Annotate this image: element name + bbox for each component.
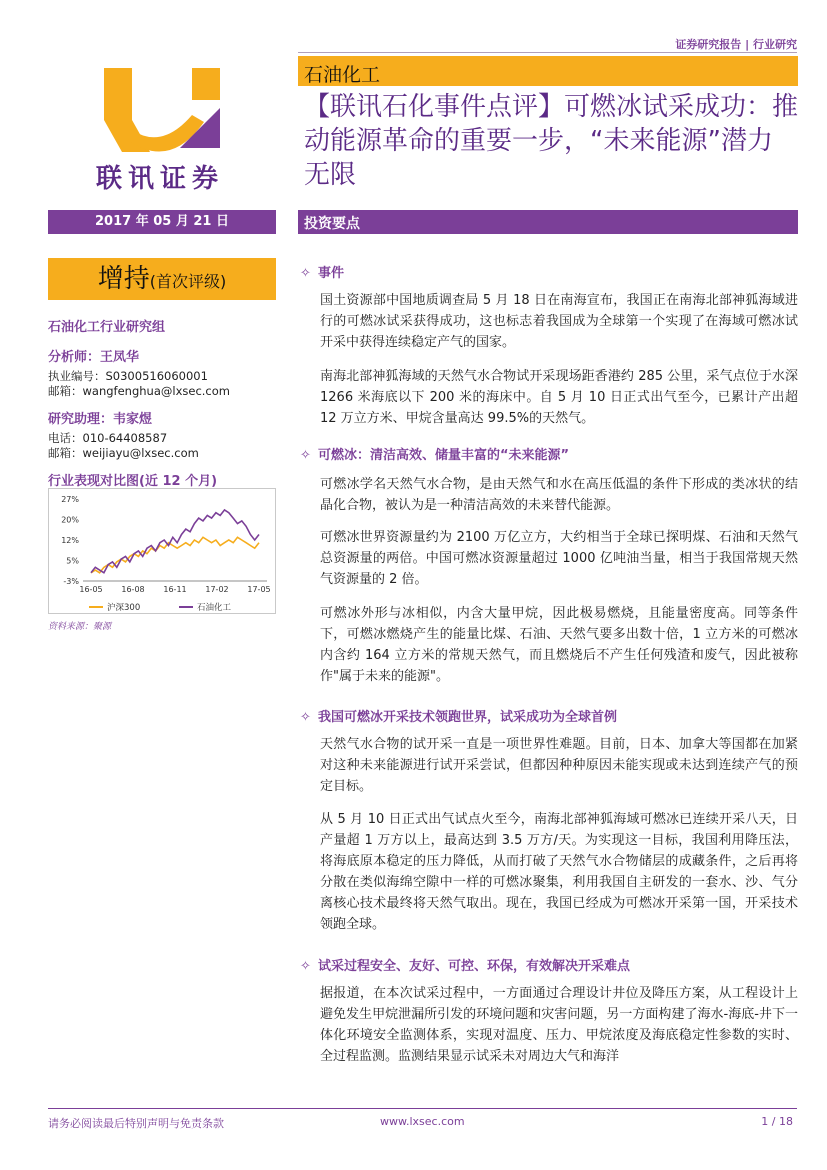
paragraph: 从 5 月 10 日正式出气试点火至今，南海北部神狐海域可燃冰已连续开采八天，日产量超 1 万方以上，最高达到 3.5 万方/天。为实现这一目标，我国利用降压法，将海底原本稳定的压力降低，从而打破了天然气水合物储层的成藏条件，之后再将分散在类似海绵空隙中一样的可燃冰聚集，利用我国自主研发的一套水、沙、气分离核心技术最终将天然气取出。现在，我国已经成为可燃冰开采第一国，开采技术领跑全球。 [320,812,798,932]
chart-title: 行业表现对比图(近 12 个月) [48,474,218,489]
header-divider [298,52,797,53]
report-type-tag: 证券研究报告 | 行业研究 [675,38,797,51]
paragraph: 可燃冰外形与冰相似，内含大量甲烷，因此极易燃烧，且能量密度高。同等条件下，可燃冰燃烧产生的能量比煤、石油、天然气要多出数十倍，1 立方米的可燃冰内含约 164 立方米的常规天然气，而且燃烧后不产生任何残渣和废气，因此被称作"属于未来的能源"。 [320,606,798,684]
sector-label: 石油化工 [304,64,381,86]
assistant-phone: 电话：010-64408587 [48,431,168,445]
y-tick-label: 20% [61,515,79,525]
rating-main: 增持 [97,264,150,294]
y-tick-label: 12% [61,536,79,545]
report-date: 2017 年 05 月 21 日 [48,210,276,234]
paragraph: 南海北部神狐海域的天然气水合物试开采现场距香港约 285 公里，采气点位于水深 1266 米海底以下 200 米的海床中。自 5 月 10 日正式出气至今，已累计产出超 12 万立方米、甲烷含量高达 99.5%的天然气。 [320,369,798,426]
analyst-block [48,346,230,399]
section-heading-text: 事件 [318,266,345,281]
section-heading-text: 我国可燃冰开采技术领跑世界，试采成功为全球首例 [318,710,618,725]
analyst-id: 执业编号：S0300516060001 [48,369,208,383]
research-group: 石油化工行业研究组 [48,320,166,335]
paragraph: 国土资源部中国地质调查局 5 月 18 日在南海宣布，我国正在南海北部神狐海域进行的可燃冰试采获得成功，这也标志着我国成为全球第一个实现了在海域可燃冰试开采中获得连续稳定产气的国家。 [320,293,798,350]
y-tick-label: -3% [63,577,79,586]
section-heading-text: 试采过程安全、友好、可控、环保，有效解决开采难点 [318,959,631,974]
section-heading-safety [300,955,630,974]
diamond-bullet-icon: ✧ [300,266,311,281]
legend-label: 石油化工 [197,603,232,613]
x-tick-label: 16-05 [79,585,103,594]
paragraph: 天然气水合物的试开采一直是一项世界性难题。目前，日本、加拿大等国都在加紧对这种未来能源进行试开采尝试，但都因种种原因未能实现或未达到连续产气的预定目标。 [320,737,798,794]
report-title: 【联讯石化事件点评】可燃冰试采成功：推动能源革命的重要一步，“未来能源”潜力无限 [304,92,799,190]
investment-points-bar [298,210,798,234]
logo-text: 联讯证券 [96,164,225,194]
x-tick-label: 17-02 [205,585,229,594]
performance-chart [48,488,276,614]
section-heading-combustible-ice [300,444,569,463]
section-heading-technology [300,706,617,725]
chart-source: 资料来源：聚源 [48,622,112,632]
footer-website[interactable]: www.lxsec.com [380,1115,465,1128]
investment-points-label: 投资要点 [304,216,360,232]
chart-svg [49,489,277,615]
x-tick-label: 17-05 [247,585,271,594]
section-heading-event [300,262,344,281]
y-tick-label: 5% [66,556,79,566]
analyst-role: 分析师：王凤华 [48,350,140,365]
x-tick-label: 16-08 [121,585,145,594]
paragraph: 可燃冰世界资源量约为 2100 万亿立方，大约相当于全球已探明煤、石油和天然气总资源量的两倍。中国可燃冰资源量超过 1000 亿吨油当量，相当于我国常规天然气资源量的 2 倍。 [320,530,798,587]
sector-bar [298,56,798,86]
diamond-bullet-icon: ✧ [300,710,311,725]
section-heading-text: 可燃冰：清洁高效、储量丰富的“未来能源” [318,448,570,463]
assistant-block [48,408,199,461]
footer-divider [48,1108,797,1109]
paragraph: 据报道，在本次试采过程中，一方面通过合理设计井位及降压方案，从工程设计上避免发生甲烷泄漏所引发的环境问题和灾害问题，另一方面构建了海水-海底-井下一体化环境安全监测体系，实现对温度、压力、甲烷浓度及海底稳定性参数的实时、全过程监测。监测结果显示试采未对周边大气和海洋 [320,986,798,1064]
x-tick-label: 16-11 [163,585,187,594]
paragraph: 可燃冰学名天然气水合物，是由天然气和水在高压低温的条件下形成的类冰状的结晶化合物，被认为是一种清洁高效的未来替代能源。 [320,477,798,513]
diamond-bullet-icon: ✧ [300,448,311,463]
diamond-bullet-icon: ✧ [300,959,311,974]
legend-label: 沪深300 [107,603,141,613]
assistant-email[interactable]: 邮箱：weijiayu@lxsec.com [48,446,199,460]
rating-sub: (首次评级) [149,272,227,291]
assistant-role: 研究助理：韦家煜 [48,412,153,427]
rating-badge [48,258,276,300]
y-tick-label: 27% [61,495,79,504]
analyst-email[interactable]: 邮箱：wangfenghua@lxsec.com [48,384,230,398]
footer-disclaimer[interactable]: 请务必阅读最后特别声明与免责条款 [48,1117,224,1130]
footer-page-number: 1 / 18 [761,1115,793,1128]
